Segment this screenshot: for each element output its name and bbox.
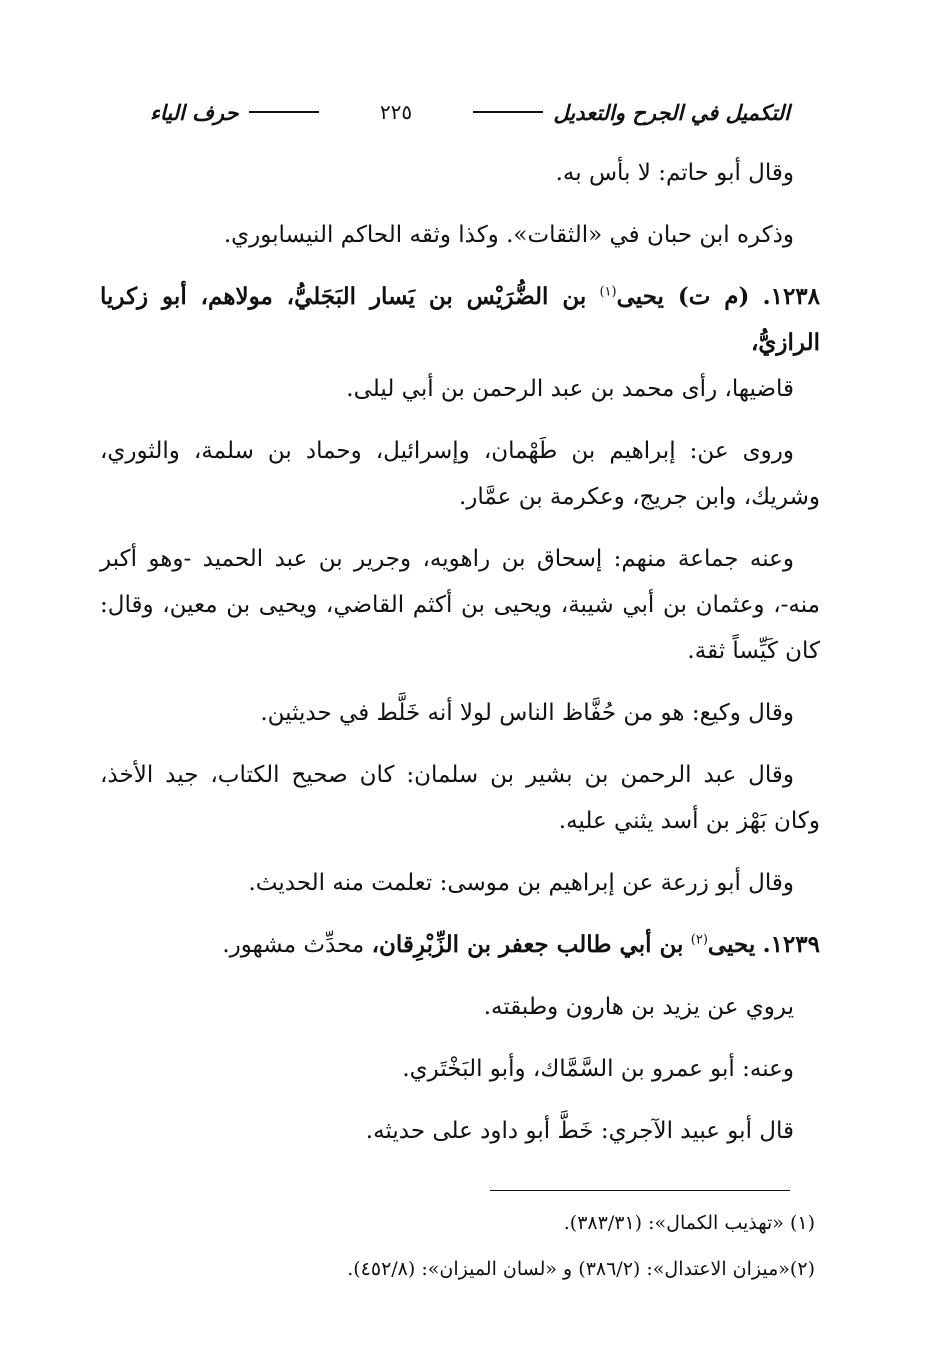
footnote-2: (٢)«ميزان الاعتدال»: (٣٨٦/٢) و «لسان الميزان»: (٤٥٢/٨). — [347, 1258, 815, 1280]
header-title-text: التكميل في الجرح والتعديل — [553, 99, 790, 125]
entry-head-name: يحيى — [707, 931, 756, 958]
paragraph-6: وقال عبد الرحمن بن بشير بن سلمان: كان صحيح الكتاب، جيد الأخذ، وكان بَهْز بن أسد يثني عليه. — [100, 762, 820, 834]
footnote-separator — [490, 1190, 790, 1191]
paragraph-10: قال أبو عبيد الآجري: خَطَّ أبو داود على حديثه. — [365, 1118, 794, 1144]
header-rule-left — [249, 111, 319, 113]
paragraph-7: وقال أبو زرعة عن إبراهيم بن موسى: تعلمت منه الحديث. — [248, 870, 794, 896]
header-book-title — [463, 100, 790, 125]
header-rule-right — [473, 111, 543, 113]
paragraph-5: وقال وكيع: هو من حُفَّاظ الناس لولا أنه خَلَّط في حديثين. — [260, 700, 794, 726]
entry-1238 — [100, 274, 820, 412]
paragraph-4: وعنه جماعة منهم: إسحاق بن راهويه، وجرير بن عبد الحميد -وهو أكبر منه-، وعثمان بن أبي شيبة، ويحيى بن أكثم القاضي، ويحيى بن معين، وقال: كان كَيِّساً ثقة. — [100, 546, 820, 664]
footnotes — [200, 1200, 815, 1292]
paragraph-8: يروي عن يزيد بن هارون وطبقته. — [483, 994, 794, 1020]
entry-head-rest: بن الضُّرَيْس بن يَسار البَجَليُّ، مولاهم، أبو زكريا الرازيُّ، — [100, 283, 820, 356]
paragraph-9: وعنه: أبو عمرو بن السَّمَّاك، وأبو البَخْتَري. — [402, 1056, 794, 1082]
footnote-ref-2: (٢) — [690, 932, 708, 948]
entry-number: ١٢٣٩. — [762, 931, 820, 958]
page-number: ٢٢٥ — [379, 100, 413, 124]
running-header — [150, 92, 790, 132]
entry-continuation: قاضيها، رأى محمد بن عبد الرحمن بن أبي ليلى. — [346, 376, 794, 402]
footnote-ref-1: (١) — [599, 284, 617, 300]
main-text — [100, 150, 820, 1170]
entry-head-rest: بن أبي طالب جعفر بن الزِّبْرِقان، — [371, 931, 684, 958]
paragraph-3: وروى عن: إبراهيم بن طَهْمان، وإسرائيل، وحماد بن سلمة، والثوري، وشريك، وابن جريج، وعكرمة بن عمَّار. — [100, 438, 820, 510]
entry-head-name: (م ت) يحيى — [616, 283, 750, 310]
entry-number: ١٢٣٨. — [762, 283, 821, 310]
paragraph-1: وقال أبو حاتم: لا بأس به. — [555, 160, 794, 186]
header-chapter — [150, 100, 329, 125]
header-chapter-text: حرف الياء — [150, 99, 239, 125]
paragraph-2: وذكره ابن حبان في «الثقات». وكذا وثقه الحاكم النيسابوري. — [223, 222, 794, 248]
entry-1239 — [100, 922, 820, 968]
entry-tail: محدِّث مشهور. — [222, 932, 365, 958]
footnote-1: (١) «تهذيب الكمال»: (٣٨٣/٣١). — [563, 1212, 815, 1234]
